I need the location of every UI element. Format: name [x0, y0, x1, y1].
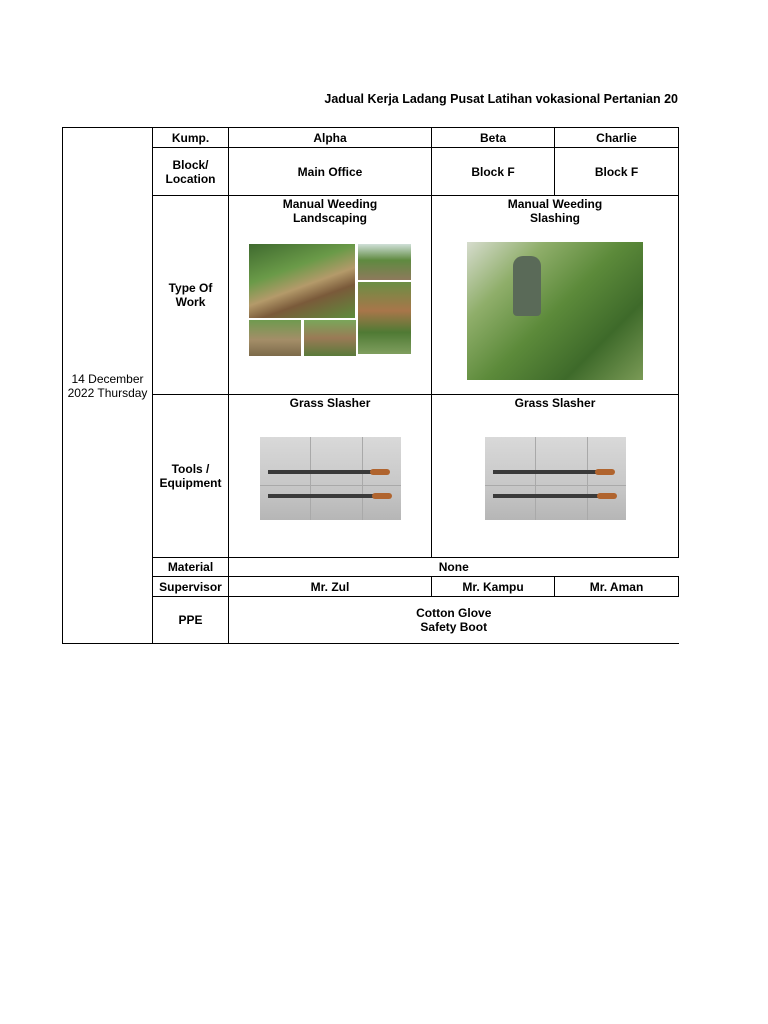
supervisor-charlie: Mr. Aman	[555, 577, 679, 597]
row-label-kump: Kump.	[153, 128, 229, 148]
row-label-type-text: Type Of Work	[168, 281, 213, 309]
date-cell	[63, 128, 153, 644]
row-label-block	[153, 148, 229, 196]
grass-slasher-photo-2	[485, 437, 626, 520]
location-charlie: Block F	[555, 148, 679, 196]
tools-beta-charlie	[432, 395, 679, 558]
work-beta-charlie	[432, 196, 679, 395]
ppe-value	[229, 597, 679, 644]
work-beta-line2: Slashing	[529, 211, 580, 225]
landscaping-photo-3	[358, 282, 411, 354]
work-alpha-line2: Landscaping	[292, 211, 367, 225]
row-label-material: Material	[153, 558, 229, 577]
row-label-block-text: Block/ Location	[165, 157, 216, 186]
row-label-tools	[153, 395, 229, 558]
supervisor-alpha: Mr. Zul	[229, 577, 432, 597]
group-alpha: Alpha	[229, 128, 432, 148]
location-alpha: Main Office	[229, 148, 432, 196]
tools-alpha	[229, 395, 432, 558]
document-title: Jadual Kerja Ladang Pusat Latihan vokasional Pertanian 20	[324, 92, 678, 106]
material-value: None	[229, 558, 679, 577]
tools-beta-label: Grass Slasher	[514, 396, 596, 410]
tools-alpha-label: Grass Slasher	[289, 396, 371, 410]
row-label-ppe: PPE	[153, 597, 229, 644]
work-alpha	[229, 196, 432, 395]
work-alpha-line1: Manual Weeding	[282, 197, 378, 211]
landscaping-photo-1	[249, 244, 355, 318]
landscaping-photo-2	[358, 244, 411, 280]
landscaping-photo-4	[249, 320, 301, 356]
landscaping-photo-collage	[249, 244, 411, 356]
row-label-supervisor: Supervisor	[153, 577, 229, 597]
group-beta: Beta	[432, 128, 555, 148]
grass-slasher-photo-1	[260, 437, 401, 520]
location-beta: Block F	[432, 148, 555, 196]
supervisor-beta: Mr. Kampu	[432, 577, 555, 597]
work-beta-line1: Manual Weeding	[507, 197, 603, 211]
landscaping-photo-5	[304, 320, 356, 356]
date-text: 14 December 2022 Thursday	[67, 371, 148, 400]
worker-figure	[513, 256, 541, 316]
row-label-type	[153, 196, 229, 395]
work-schedule-table	[62, 127, 679, 644]
slashing-photo	[467, 242, 643, 380]
ppe-item-1: Cotton Glove	[416, 606, 492, 620]
row-label-tools-text: Tools / Equipment	[159, 462, 222, 490]
ppe-item-2: Safety Boot	[420, 620, 488, 634]
group-charlie: Charlie	[555, 128, 679, 148]
